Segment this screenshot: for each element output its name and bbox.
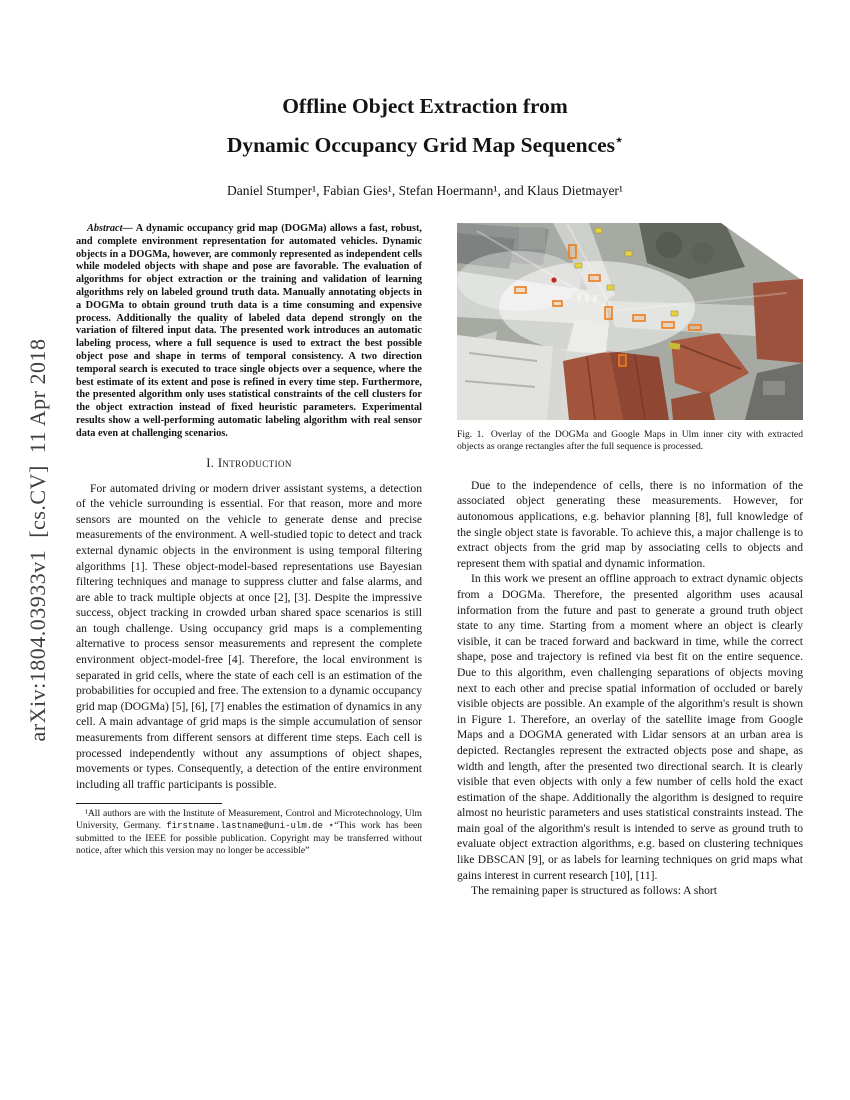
title-star: ⋆ (615, 132, 624, 147)
body-paragraph-1: Due to the independence of cells, there is no information of the associated object generating these measurements. However, for autonomous applications, e.g. behavior planning [8], full knowledge of the single object state is favorable. To achieve this, a major challenge is to extract objects from the grid map by associating cells to objects and represent them with spatial and dynamic information. (457, 478, 803, 570)
paper-header (0, 90, 850, 199)
title-line-2: Dynamic Occupancy Grid Map Sequences⋆ (226, 132, 624, 158)
paper-title (0, 90, 850, 162)
red-marker (551, 277, 556, 282)
introduction-paragraph: For automated driving or modern driver assistant systems, a detection of the vehicle surrounding is essential. For that reason, more and more sensors are mounted on the vehicle to generate dense and precise measurements of the environment. A well-studied topic to detect and track external dynamic objects in the environment is using temporal filtering algorithms [1]. These object-model-based representations use Bayesian filtering techniques and manage to suppress clutter and false alarms, and are able to track multiple objects at once [2], [3]. Despite the impressive success, object tracking in crowded urban shared space scenarios is still an tough challenge. Using occupancy grid maps is a complementing alternative to process sensor measurements and represent the complete environment object-model-free [4]. Therefore, the local environment is separated in grid cells, where the state of each cell is an estimation of the probabilities for occupied and free. The extension to a dynamic occupancy grid map (DOGMa) [5], [6], [7] enables the estimation of dynamics in any cell. A main advantage of grid maps is the simple accumulation of sensor measurements from different sensors at different time steps. Each cell is processed independently without any assumptions of object shapes, movements or types. Consequently, a detection of the entire environment including all traffic participants is possible. (76, 481, 422, 791)
footnote (76, 808, 422, 857)
title-line-1: Offline Object Extraction from (282, 94, 568, 118)
caption-text: Overlay of the DOGMa and Google Maps in Ulm inner city with extracted objects as orange rectangles after the full sequence is processed. (457, 429, 803, 452)
authors-line: Daniel Stumper¹, Fabian Gies¹, Stefan Hoermann¹, and Klaus Dietmayer¹ (227, 183, 623, 199)
footnote-email: firstname.lastname@uni-ulm.de (166, 821, 323, 832)
footnote-text-2: ⋆“This work has been submitted to the IEEE for possible publication. Copyright may be transferred without notice, after which this version may no longer be accessible” (76, 820, 423, 857)
figure-1-caption (457, 429, 803, 453)
caption-label: Fig. 1. (457, 429, 484, 440)
abstract-label: Abstract— (87, 223, 133, 234)
figure-1 (457, 223, 803, 453)
body-paragraph-3: The remaining paper is structured as follows: A short (471, 884, 717, 898)
abstract-section (76, 223, 422, 441)
right-column (457, 223, 803, 899)
body-paragraph-2: In this work we present an offline approach to extract dynamic objects from a DOGMa. Therefore, the presented algorithm uses acausal information from the future and past to generate a ground truth object state to any time. Starting from a moment where an object is clearly visible, it can be traced forward and backward in time, while the correct shape, pose and trajectory is refined via best fit on the entire sequence. Due to this algorithm, even challenging separations of objects moving next to each other and precise spatial information of occluded or barely visible objects are possible. An example of the algorithm's result is shown in Figure 1. Therefore, an overlay of the satellite image from Google Maps and a DOGMA generated with Lidar sensors at an urban area is depicted. Rectangles represent the extracted objects pose and shape, as width and length, after the presented two directional search. It is clearly visible that even objects with only a few number of cells hold the exact estimation of the shape. Additionally the algorithm is designed to require almost no heuristic parameters and uses statistical constraints instead. The main goal of the algorithm's result is intended to serve as ground truth to evaluate object extraction algorithms, e.g. based on clustering techniques like DBSCAN [9], or as labels for learning techniques on grid maps what gains interest in current research [10], [11]. (457, 572, 803, 882)
abstract-text: A dynamic occupancy grid map (DOGMa) allows a fast, robust, and complete environment representation for automated vehicles. Dynamic objects in a DOGMa, however, are commonly represented as independent cells while modeled objects with shape and pose are favorable. The evaluation of algorithms for object extraction or the training and validation of learning algorithms rely on labeled ground truth data. Manually annotating objects in a DOGMa to obtain ground truth data is a time consuming and expensive process. Additionally the quality of labeled data depend strongly on the variation of filtered input data. The presented work introduces an automatic labeling process, where a full sequence is used to extract the best possible object pose and shape in terms of temporal consistency. A two direction temporal search is executed to trace single objects over a sequence, where the best estimate of its extent and pose is refined in every time step. Furthermore, the presented algorithm only uses statistical constraints of the cell clusters for the object extraction instead of fixed heuristic parameters. Experimental results show a well-performing automatic labeling algorithm with real sensor data even at challenging scenarios. (76, 223, 422, 439)
arxiv-watermark: arXiv:1804.03933v1 [cs.CV] 11 Apr 2018 (25, 338, 50, 742)
footnote-text-1: ¹All authors are with the Institute of Measurement, Control and Microtechnology, Ulm University, Germany. (76, 808, 422, 832)
section-heading-introduction: I. Introduction (206, 455, 292, 470)
figure-1-image (457, 223, 803, 420)
left-column (76, 223, 422, 857)
footnote-divider (76, 803, 222, 804)
